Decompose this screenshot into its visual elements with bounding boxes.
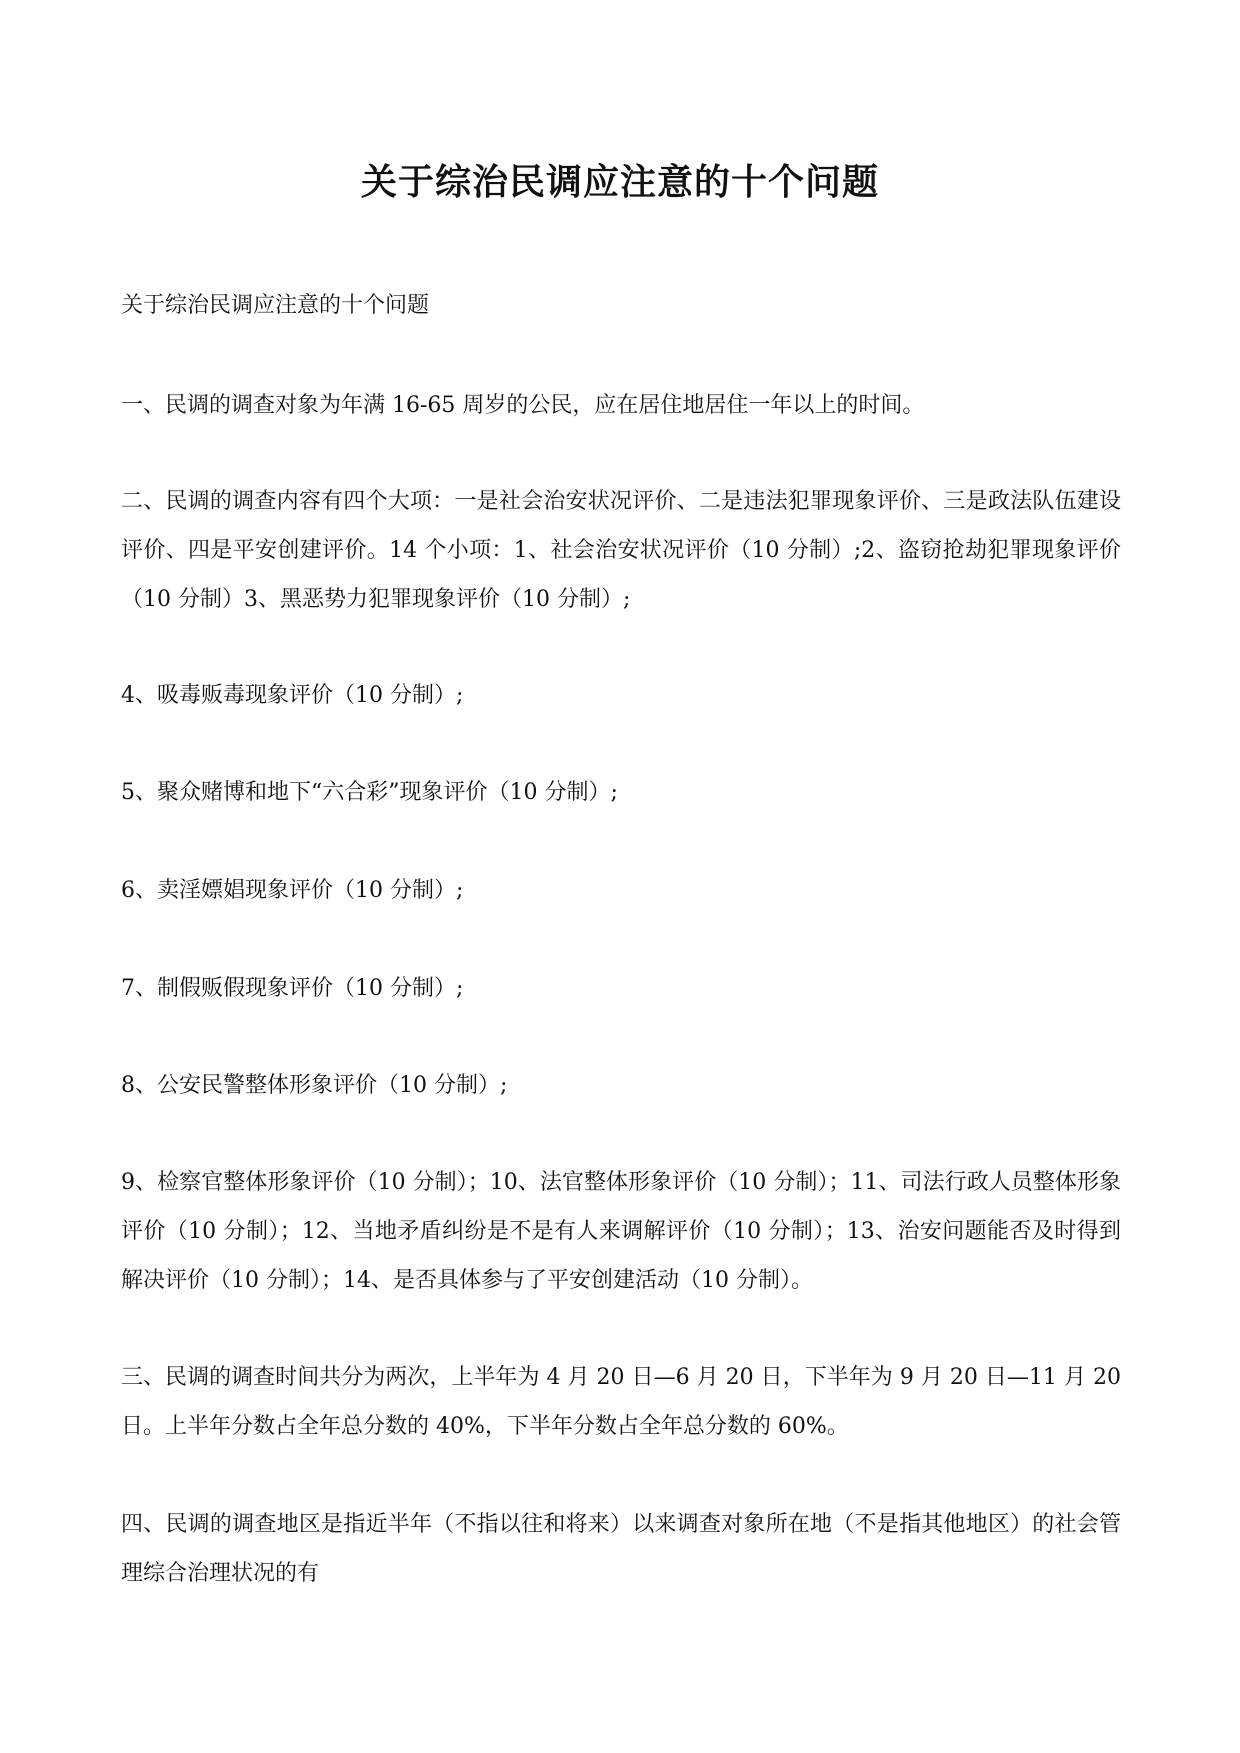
document-title: 关于综治民调应注意的十个问题 — [360, 161, 879, 203]
paragraph-items-9-14: 9、检察官整体形象评价（10 分制）；10、法官整体形象评价（10 分制）；11、司法行政人员整体形象评价（10 分制）；12、当地矛盾纠纷是不是有人来调解评价（10 分制）；13、治安问题能否及时得到解决评价（10 分制）；14、是否具体参与了平安创建活动（10 分制）。 — [121, 1170, 1121, 1293]
paragraph-section-2: 二、民调的调查内容有四个大项：一是社会治安状况评价、二是违法犯罪现象评价、三是政法队伍建设评价、四是平安创建评价。14 个小项：1、社会治安状况评价（10 分制）;2、盗窃抢劫犯罪现象评价（10 分制）3、黑恶势力犯罪现象评价（10 分制）; — [121, 489, 1121, 612]
paragraph-item-5: 5、聚众赌博和地下“六合彩”现象评价（10 分制）; — [121, 780, 618, 805]
paragraph-section-4: 四、民调的调查地区是指近半年（不指以往和将来）以来调查对象所在地（不是指其他地区）的社会管理综合治理状况的有 — [121, 1512, 1121, 1586]
paragraph-item-6: 6、卖淫嫖娼现象评价（10 分制）; — [121, 878, 464, 903]
paragraph-item-8: 8、公安民警整体形象评价（10 分制）; — [121, 1073, 508, 1098]
paragraph-item-4: 4、吸毒贩毒现象评价（10 分制）; — [121, 683, 464, 708]
paragraph-subtitle: 关于综治民调应注意的十个问题 — [121, 293, 430, 318]
paragraph-section-3: 三、民调的调查时间共分为两次，上半年为 4 月 20 日—6 月 20 日，下半年为 9 月 20 日—11 月 20 日。上半年分数占全年总分数的 40%，下半年分数占全年总分数的 60%。 — [121, 1365, 1121, 1439]
paragraph-item-7: 7、制假贩假现象评价（10 分制）; — [121, 976, 464, 1001]
paragraph-section-1: 一、民调的调查对象为年满 16-65 周岁的公民，应在居住地居住一年以上的时间。 — [121, 393, 925, 418]
